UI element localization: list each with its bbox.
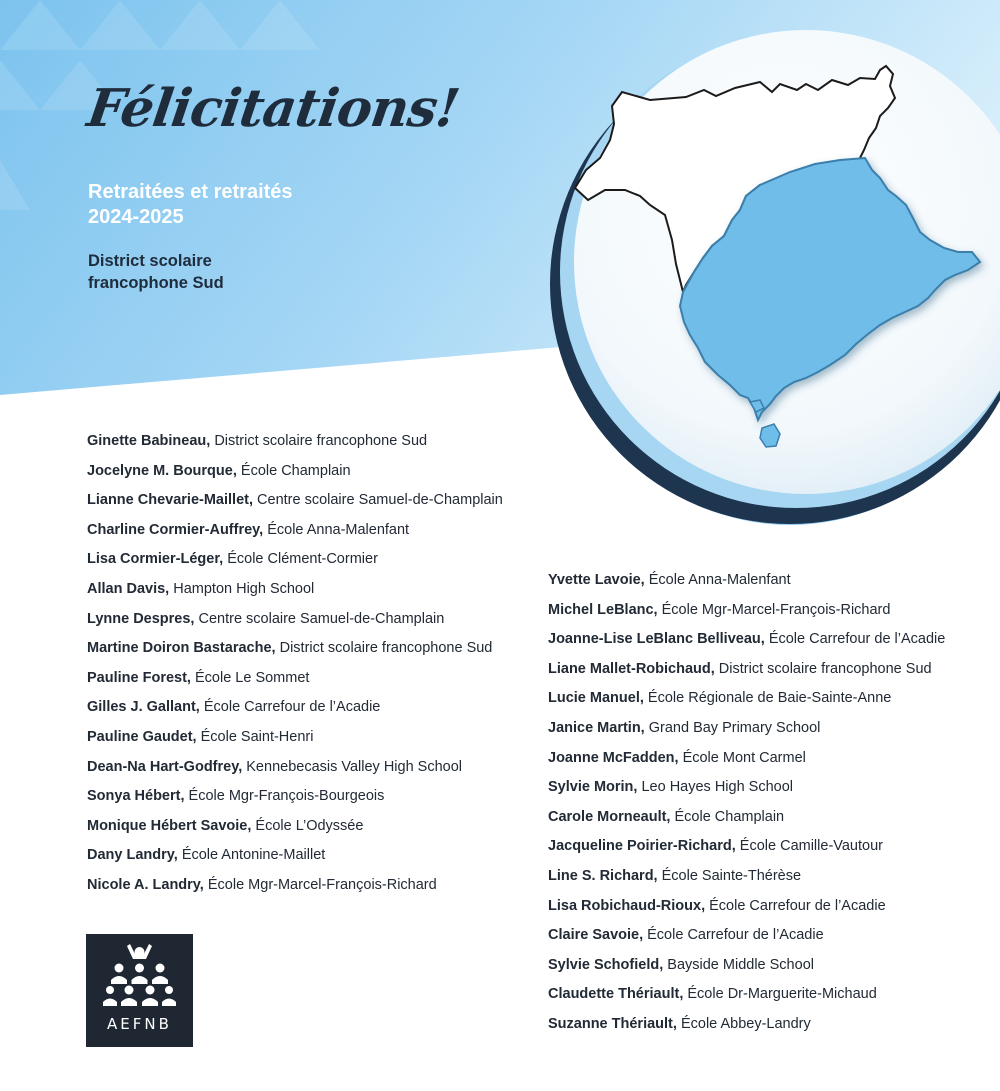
list-item bbox=[87, 782, 503, 812]
list-item bbox=[87, 812, 503, 842]
retiree-name: Michel LeBlanc, bbox=[548, 601, 658, 618]
retiree-school: École Saint-Henri bbox=[200, 728, 314, 745]
retiree-school: École Champlain bbox=[674, 808, 785, 825]
retiree-school: École Camille-Vautour bbox=[739, 838, 883, 855]
retiree-school: École Carrefour de l’Acadie bbox=[203, 699, 381, 716]
subtitle-year: 2024-2025 bbox=[88, 206, 184, 228]
list-item bbox=[87, 516, 503, 546]
retiree-school: District scolaire francophone Sud bbox=[279, 640, 493, 657]
page-title: Félicitations! bbox=[83, 78, 463, 139]
retiree-school: Leo Hayes High School bbox=[641, 779, 794, 796]
list-item bbox=[548, 714, 945, 744]
list-item bbox=[548, 773, 945, 803]
retiree-school: District scolaire francophone Sud bbox=[214, 433, 428, 449]
retiree-name: Monique Hébert Savoie, bbox=[87, 817, 252, 834]
retiree-name: Jacqueline Poirier-Richard, bbox=[548, 838, 736, 855]
retirees-list-right bbox=[548, 566, 945, 1040]
list-item bbox=[87, 427, 503, 457]
subtitle bbox=[88, 180, 293, 230]
retiree-name: Allan Davis, bbox=[87, 580, 170, 597]
list-item bbox=[548, 803, 945, 833]
retiree-school: Kennebecasis Valley High School bbox=[246, 758, 463, 775]
retiree-school: École Carrefour de l’Acadie bbox=[709, 897, 886, 914]
retiree-school: École Clément-Cormier bbox=[227, 551, 378, 568]
retiree-name: Claudette Thériault, bbox=[548, 986, 684, 1003]
retiree-name: Liane Mallet-Robichaud, bbox=[548, 660, 715, 677]
list-item bbox=[548, 744, 945, 774]
retiree-name: Janice Martin, bbox=[548, 719, 645, 736]
retiree-name: Martine Doiron Bastarache, bbox=[87, 640, 276, 657]
retiree-school: École Mgr-Marcel-François-Richard bbox=[207, 876, 437, 893]
list-item bbox=[548, 951, 945, 981]
list-item bbox=[87, 457, 503, 487]
list-item bbox=[548, 655, 945, 685]
district-line: District scolaire bbox=[88, 252, 212, 270]
list-item bbox=[87, 486, 503, 516]
retirees-list-left bbox=[87, 427, 503, 901]
list-item bbox=[548, 980, 945, 1010]
retiree-school: District scolaire francophone Sud bbox=[718, 660, 932, 677]
list-item bbox=[548, 921, 945, 951]
retiree-school: École Mont Carmel bbox=[682, 749, 806, 766]
people-group-icon bbox=[86, 934, 193, 1014]
list-item bbox=[87, 634, 503, 664]
retiree-school: École Le Sommet bbox=[194, 669, 310, 686]
list-item bbox=[548, 862, 945, 892]
retiree-name: Ginette Babineau, bbox=[87, 433, 211, 449]
retiree-school: École Anna-Malenfant bbox=[267, 521, 410, 538]
list-item bbox=[87, 545, 503, 575]
retiree-name: Pauline Gaudet, bbox=[87, 728, 197, 745]
retiree-name: Claire Savoie, bbox=[548, 927, 644, 944]
retiree-name: Lucie Manuel, bbox=[548, 690, 644, 707]
retiree-name: Sonya Hébert, bbox=[87, 788, 185, 805]
list-item bbox=[548, 1010, 945, 1040]
list-item bbox=[548, 596, 945, 626]
retiree-name: Suzanne Thériault, bbox=[548, 1015, 677, 1032]
retiree-school: École Carrefour de l’Acadie bbox=[768, 631, 946, 648]
retiree-name: Carole Morneault, bbox=[548, 808, 671, 825]
list-item bbox=[87, 693, 503, 723]
retiree-school: École Carrefour de l’Acadie bbox=[647, 927, 824, 944]
retiree-name: Line S. Richard, bbox=[548, 867, 658, 884]
list-item bbox=[87, 841, 503, 871]
retiree-school: École Régionale de Baie-Sainte-Anne bbox=[647, 690, 892, 707]
retiree-name: Yvette Lavoie, bbox=[548, 572, 645, 588]
retiree-school: Centre scolaire Samuel-de-Champlain bbox=[198, 610, 445, 627]
retiree-school: École Dr-Marguerite-Michaud bbox=[687, 986, 877, 1003]
list-item bbox=[87, 723, 503, 753]
retiree-name: Gilles J. Gallant, bbox=[87, 699, 200, 716]
retiree-name: Pauline Forest, bbox=[87, 669, 191, 686]
list-item bbox=[548, 684, 945, 714]
retiree-name: Sylvie Morin, bbox=[548, 779, 638, 796]
retiree-school: École Mgr-Marcel-François-Richard bbox=[661, 601, 891, 618]
retiree-school: École Mgr-François-Bourgeois bbox=[188, 788, 385, 805]
list-item bbox=[87, 605, 503, 635]
retiree-school: Centre scolaire Samuel-de-Champlain bbox=[257, 492, 503, 509]
logo-text: AEFNB bbox=[107, 1015, 172, 1033]
retiree-school: Bayside Middle School bbox=[667, 956, 814, 973]
retiree-name: Lisa Cormier-Léger, bbox=[87, 551, 224, 568]
retiree-name: Lisa Robichaud-Rioux, bbox=[548, 897, 706, 914]
list-item bbox=[548, 832, 945, 862]
list-item bbox=[548, 892, 945, 922]
retiree-name: Lynne Despres, bbox=[87, 610, 195, 627]
retiree-school: École Antonine-Maillet bbox=[181, 847, 326, 864]
retiree-school: École Abbey-Landry bbox=[680, 1015, 811, 1032]
subtitle-line: Retraitées et retraités bbox=[88, 181, 293, 203]
aefnb-logo bbox=[86, 934, 193, 1047]
retiree-name: Joanne-Lise LeBlanc Belliveau, bbox=[548, 631, 765, 648]
retiree-name: Lianne Chevarie-Maillet, bbox=[87, 492, 253, 509]
list-item bbox=[87, 575, 503, 605]
retiree-name: Charline Cormier-Auffrey, bbox=[87, 521, 264, 538]
list-item bbox=[548, 625, 945, 655]
list-item bbox=[87, 753, 503, 783]
retiree-school: École L’Odyssée bbox=[255, 817, 364, 834]
list-item bbox=[87, 871, 503, 901]
district-line: francophone Sud bbox=[88, 274, 224, 292]
retiree-school: Grand Bay Primary School bbox=[648, 719, 821, 736]
retiree-school: École Champlain bbox=[240, 462, 351, 479]
retiree-name: Sylvie Schofield, bbox=[548, 956, 664, 973]
retiree-name: Jocelyne M. Bourque, bbox=[87, 462, 237, 479]
retiree-name: Dany Landry, bbox=[87, 847, 178, 864]
retiree-school: École Sainte-Thérèse bbox=[661, 867, 802, 884]
list-item bbox=[87, 664, 503, 694]
list-item bbox=[548, 566, 945, 596]
retiree-name: Nicole A. Landry, bbox=[87, 876, 204, 893]
retiree-school: Hampton High School bbox=[173, 580, 315, 597]
retiree-school: École Anna-Malenfant bbox=[648, 572, 791, 588]
district-heading bbox=[88, 250, 224, 294]
retiree-name: Dean-Na Hart-Godfrey, bbox=[87, 758, 243, 775]
retiree-name: Joanne McFadden, bbox=[548, 749, 679, 766]
